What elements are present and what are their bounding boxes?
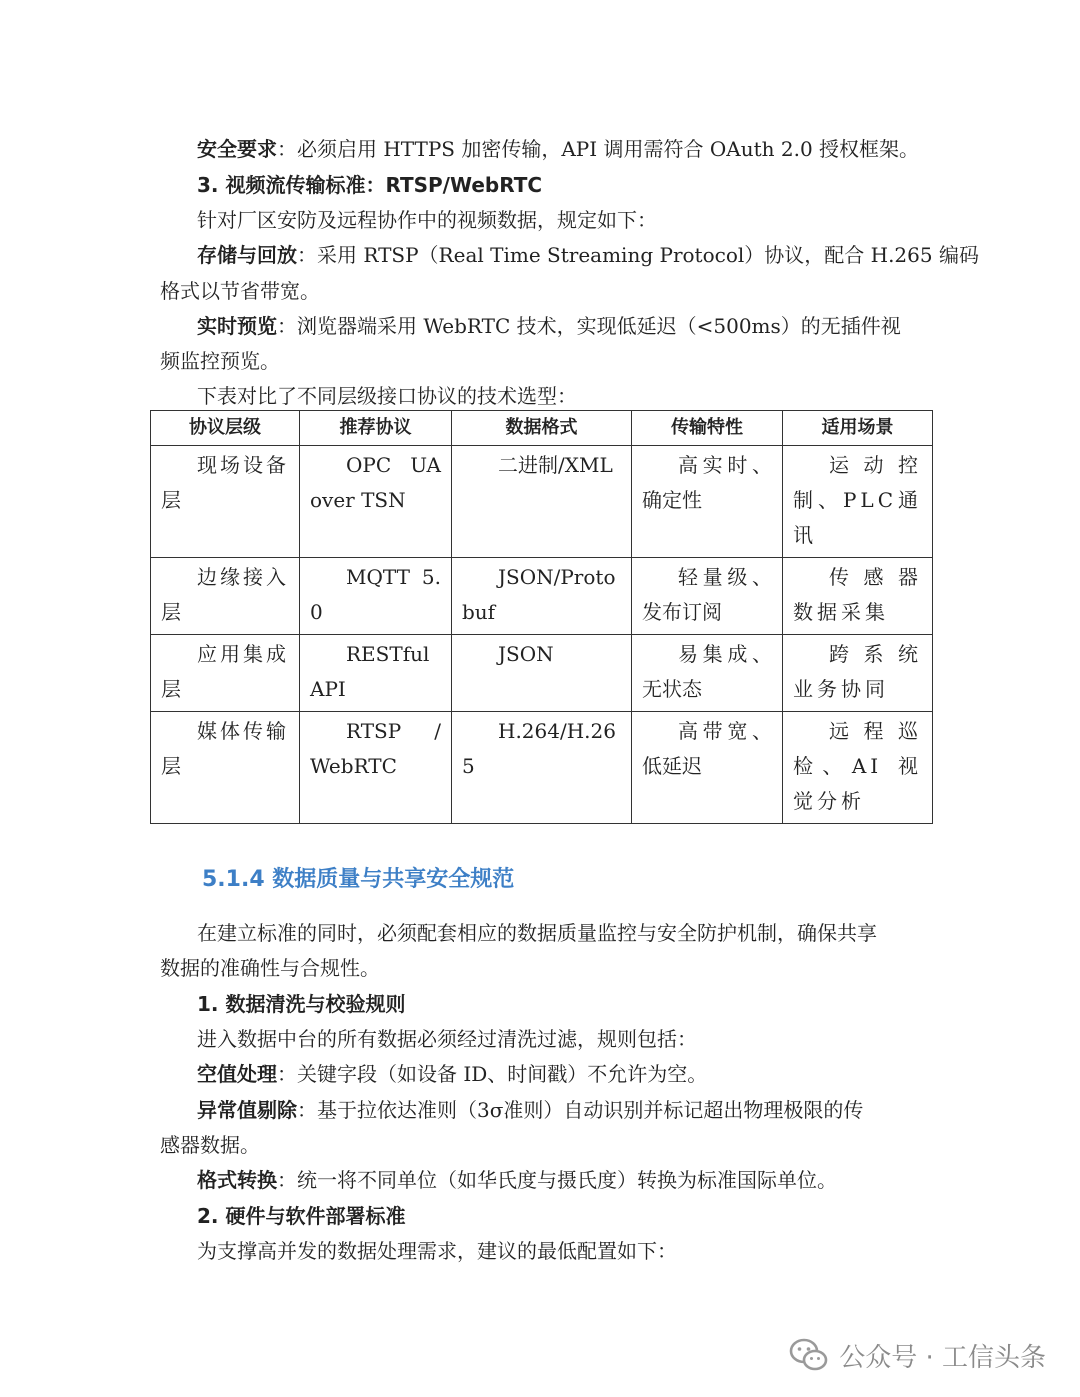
- table-intro: 下表对比了不同层级接口协议的技术选型：: [197, 384, 577, 408]
- security-requirement-line: [197, 137, 919, 161]
- null-handling-line: [197, 1062, 707, 1086]
- section-intro-2: 数据的准确性与合规性。: [160, 956, 380, 980]
- outlier-line-2: 感器数据。: [160, 1133, 260, 1157]
- outlier-line-1: [197, 1098, 863, 1122]
- cell-layer: 边缘接入层: [151, 558, 300, 635]
- cell-characteristics: 高实时、确定性: [632, 446, 783, 558]
- preview-line-1: [197, 314, 901, 338]
- null-text: ：关键字段（如设备 ID、时间戳）不允许为空。: [277, 1062, 708, 1086]
- cell-protocol: MQTT 5.0: [300, 558, 452, 635]
- cell-scenario: 远程巡检、AI 视觉分析: [783, 712, 933, 824]
- rule-intro: 进入数据中台的所有数据必须经过清洗过滤，规则包括：: [197, 1027, 697, 1051]
- security-text: ：必须启用 HTTPS 加密传输，API 调用需符合 OAuth 2.0 授权框架。: [277, 137, 920, 161]
- protocol-comparison-table: [150, 410, 933, 824]
- wechat-icon: [789, 1337, 829, 1373]
- outlier-text-1: ：基于拉依达准则（3σ准则）自动识别并标记超出物理极限的传: [297, 1098, 864, 1122]
- cell-format: 二进制/XML: [452, 446, 632, 558]
- storage-line-1: [197, 243, 979, 267]
- preview-label: 实时预览: [197, 314, 277, 338]
- hw-intro: 为支撑高并发的数据处理需求，建议的最低配置如下：: [197, 1239, 677, 1263]
- section-title: 5.1.4 数据质量与共享安全规范: [202, 867, 515, 892]
- header-protocol: 推荐协议: [300, 411, 452, 446]
- header-format: 数据格式: [452, 411, 632, 446]
- cell-scenario: 跨系统业务协同: [783, 635, 933, 712]
- table-row: [151, 446, 933, 558]
- rule-heading: 1. 数据清洗与校验规则: [197, 992, 406, 1016]
- preview-line-2: 频监控预览。: [160, 349, 280, 373]
- format-label: 格式转换: [197, 1168, 277, 1192]
- cell-layer: 现场设备层: [151, 446, 300, 558]
- cell-characteristics: 高带宽、低延迟: [632, 712, 783, 824]
- storage-label: 存储与回放: [197, 243, 297, 267]
- preview-text-1: ：浏览器端采用 WebRTC 技术，实现低延迟（<500ms）的无插件视: [277, 314, 901, 338]
- cell-protocol: OPC UA over TSN: [300, 446, 452, 558]
- cell-layer: 应用集成层: [151, 635, 300, 712]
- table-row: [151, 635, 933, 712]
- cell-protocol: RESTful API: [300, 635, 452, 712]
- watermark-text: 公众号 · 工信头条: [839, 1342, 1046, 1373]
- storage-line-2: 格式以节省带宽。: [160, 279, 320, 303]
- cell-characteristics: 易集成、无状态: [632, 635, 783, 712]
- header-scenario: 适用场景: [783, 411, 933, 446]
- format-text: ：统一将不同单位（如华氏度与摄氏度）转换为标准国际单位。: [277, 1168, 837, 1192]
- video-intro: 针对厂区安防及远程协作中的视频数据，规定如下：: [197, 208, 657, 232]
- section-intro-1: 在建立标准的同时，必须配套相应的数据质量监控与安全防护机制，确保共享: [197, 921, 877, 945]
- video-standard-heading: 3. 视频流传输标准：RTSP/WebRTC: [197, 173, 543, 197]
- cell-scenario: 运动控制、PLC通讯: [783, 446, 933, 558]
- cell-layer: 媒体传输层: [151, 712, 300, 824]
- table-header-row: [151, 411, 933, 446]
- cell-scenario: 传感器数据采集: [783, 558, 933, 635]
- null-label: 空值处理: [197, 1062, 277, 1086]
- cell-format: JSON/Protobuf: [452, 558, 632, 635]
- header-layer: 协议层级: [151, 411, 300, 446]
- cell-format: H.264/H.265: [452, 712, 632, 824]
- watermark: [789, 1335, 1046, 1375]
- storage-text-1: ：采用 RTSP（Real Time Streaming Protocol）协议，配合 H.265 编码: [297, 243, 979, 267]
- header-characteristics: 传输特性: [632, 411, 783, 446]
- cell-format: JSON: [452, 635, 632, 712]
- outlier-label: 异常值剔除: [197, 1098, 297, 1122]
- table-row: [151, 558, 933, 635]
- cell-protocol: RTSP / WebRTC: [300, 712, 452, 824]
- hw-heading: 2. 硬件与软件部署标准: [197, 1204, 406, 1228]
- format-conversion-line: [197, 1168, 837, 1192]
- cell-characteristics: 轻量级、发布订阅: [632, 558, 783, 635]
- security-label: 安全要求: [197, 137, 277, 161]
- table-row: [151, 712, 933, 824]
